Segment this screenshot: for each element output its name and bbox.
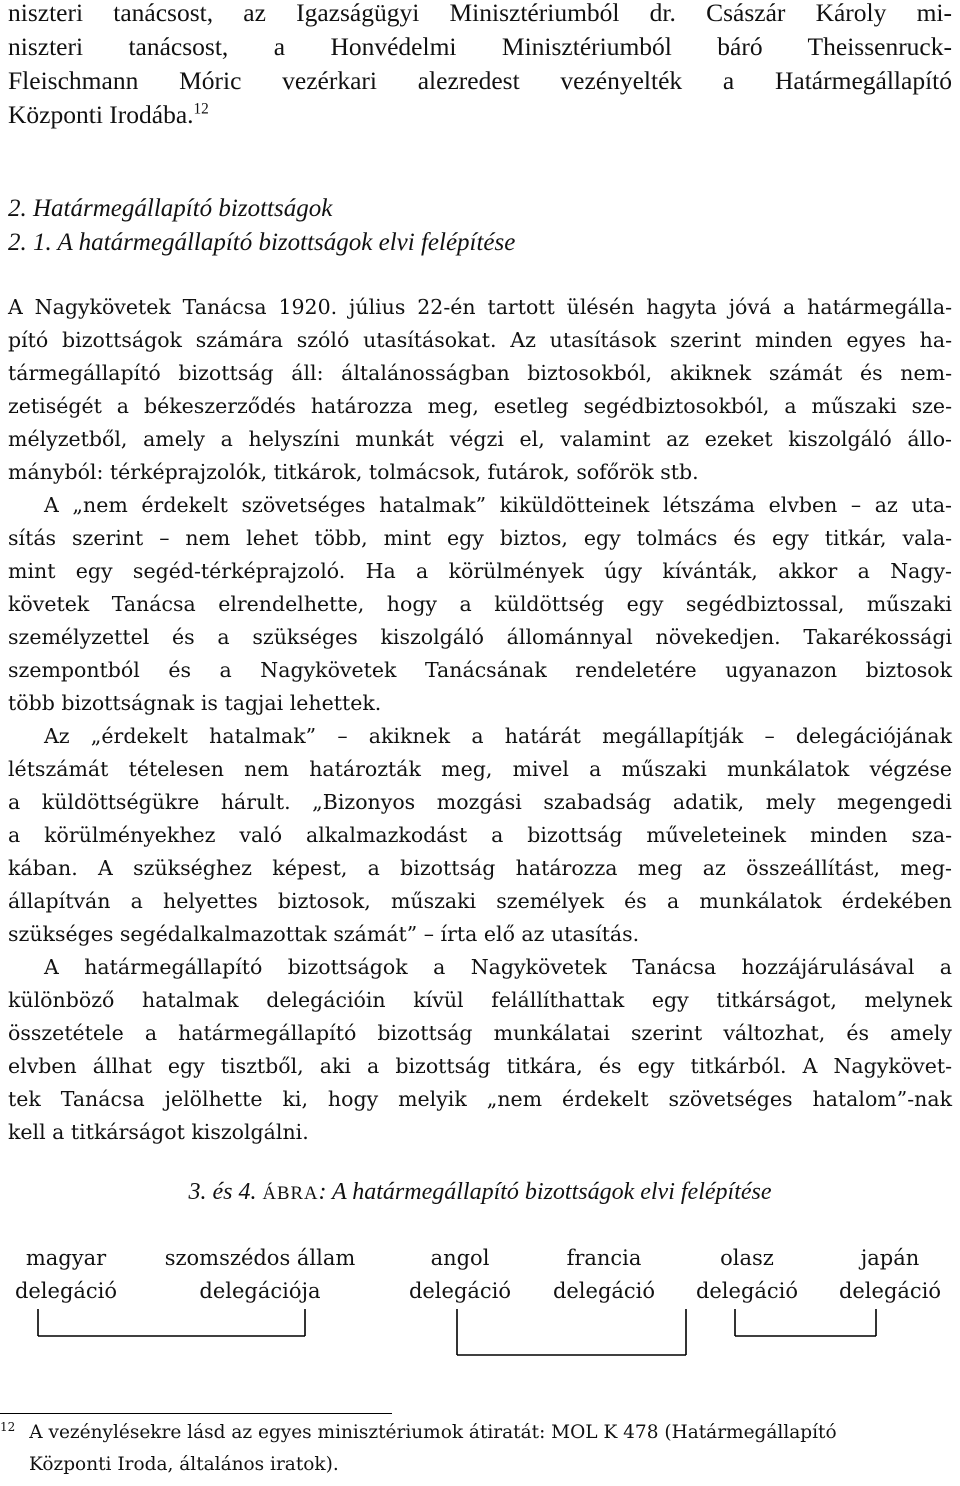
delegation-type: delegációja	[199, 1279, 321, 1303]
intro-line: niszteri tanácsost, az Igazságügyi Minisztériumból dr. Császár Károly mi-	[8, 0, 952, 27]
footnote-divider	[0, 1413, 392, 1414]
body-line: mélyzetből, amely a helyszíni munkát végzi el, valamint az ezeket kiszolgáló állo-	[8, 427, 952, 451]
body-line: a küldöttségükre hárult. „Bizonyos mozgási szabadság adatik, mely megengedi	[8, 790, 952, 814]
delegation-name: magyar	[25, 1246, 107, 1270]
body-line: elvben állhat egy tisztből, aki a bizottság titkára, és egy titkárból. A Nagykövet-	[8, 1054, 952, 1078]
body-line: mányból: térképrajzolók, titkárok, tolmácsok, futárok, sofőrök stb.	[8, 460, 699, 484]
delegation-olasz	[682, 1242, 812, 1308]
body-line: pító bizottságok számára szóló utasításokat. Az utasítások szerint minden egyes ha-	[8, 328, 952, 352]
footnote-line-continued: Központi Iroda, általános iratok).	[29, 1454, 339, 1475]
body-line: több bizottságnak is tagjai lehettek.	[8, 691, 382, 715]
body-line: kában. A szükséghez képest, a bizottság határozza meg az összeállítást, meg-	[8, 856, 952, 880]
body-line: szükséges segédalkalmazottak számát” – írta elő az utasítás.	[8, 922, 640, 946]
body-line: A „nem érdekelt szövetséges hatalmak” kiküldötteinek létszáma elvben – az uta-	[44, 493, 952, 517]
body-line: létszámát tételesen nem határozták meg, mivel a műszaki munkálatok végzése	[8, 757, 952, 781]
body-line: összetétele a határmegállapító bizottság munkálatai szerint változhat, és amely	[8, 1021, 952, 1045]
body-line: a körülményekhez való alkalmazkodást a bizottság műveleteinek minden sza-	[8, 823, 952, 847]
footnote-text: A vezénylésekre lásd az egyes minisztériumok átiratát: MOL K 478 (Határmegállapító	[29, 1422, 837, 1443]
delegation-type: delegáció	[14, 1279, 118, 1303]
delegation-name: japán	[860, 1246, 920, 1270]
delegation-szomszedos	[145, 1242, 375, 1308]
delegation-francia	[539, 1242, 669, 1308]
body-line: tármegállapító bizottság áll: általánosságban biztosokból, akiknek számát és nem-	[8, 361, 952, 385]
delegation-name: szomszédos állam	[164, 1246, 356, 1270]
delegation-japan	[825, 1242, 955, 1308]
intro-line: Fleischmann Móric vezérkari alezredest vezényelték a Határmegállapító	[8, 66, 952, 95]
body-line: követek Tanácsa elrendelhette, hogy a küldöttség egy segédbiztossal, műszaki	[8, 592, 952, 616]
delegation-type: delegáció	[552, 1279, 656, 1303]
body-line: zetiségét a békeszerződés határozza meg, esetleg segédbiztosokból, a műszaki sze-	[8, 394, 952, 418]
delegation-type: delegáció	[695, 1279, 799, 1303]
body-line: tek Tanácsa jelölhette ki, hogy melyik „nem érdekelt szövetséges hatalom”-nak	[8, 1087, 952, 1111]
section-subheading: 2. 1. A határmegállapító bizottságok elvi felépítése	[8, 229, 516, 256]
body-line: A határmegállapító bizottságok a Nagykövetek Tanácsa hozzájárulásával a	[44, 955, 952, 979]
delegation-connectors	[0, 1305, 960, 1365]
intro-line-last	[8, 100, 952, 130]
figure-caption-prefix: 3. és 4.	[188, 1179, 263, 1205]
delegation-name: olasz	[720, 1246, 774, 1270]
body-line: sítás szerint – nem lehet több, mint egy biztos, egy tolmács és egy titkár, vala-	[8, 526, 952, 550]
body-line: személyzettel és a szükséges kiszolgáló állománnyal növekedjen. Takarékossági	[8, 625, 952, 649]
figure-caption-title: : A határmegállapító bizottságok elvi felépítése	[318, 1179, 772, 1205]
body-line: különböző hatalmak delegációin kívül felállíthattak egy titkárságot, melynek	[8, 988, 952, 1012]
footnote-reference[interactable]: 12	[193, 100, 209, 118]
delegation-type: delegáció	[838, 1279, 942, 1303]
intro-line-text: Központi Irodába.	[8, 100, 194, 129]
footnote-number: 12	[0, 1419, 16, 1434]
delegation-type: delegáció	[408, 1279, 512, 1303]
delegation-name: francia	[566, 1246, 642, 1270]
intro-line: niszteri tanácsost, a Honvédelmi Minisztériumból báró Theissenruck-	[8, 32, 952, 61]
body-line: kell a titkárságot kiszolgálni.	[8, 1120, 309, 1144]
section-heading: 2. Határmegállapító bizottságok	[8, 195, 333, 222]
delegation-angol	[395, 1242, 525, 1308]
body-line: A Nagykövetek Tanácsa 1920. július 22-én tartott ülésén hagyta jóvá a határmegálla-	[8, 295, 952, 319]
delegation-name: angol	[430, 1246, 490, 1270]
body-line: Az „érdekelt hatalmak” – akiknek a határát megállapítják – delegációjának	[44, 724, 952, 748]
footnote-line	[0, 1419, 837, 1443]
delegation-magyar	[0, 1242, 132, 1308]
body-line: szempontból és a Nagykövetek Tanácsának rendeletére ugyanazon biztosok	[8, 658, 952, 682]
body-line: állapítván a helyettes biztosok, műszaki személyek és a munkálatok érdekében	[8, 889, 952, 913]
figure-caption-label: ÁBRA	[262, 1183, 319, 1204]
body-line: mint egy segéd-térképrajzoló. Ha a körülmények úgy kívánták, akkor a Nagy-	[8, 559, 952, 583]
figure-caption	[0, 1179, 960, 1206]
